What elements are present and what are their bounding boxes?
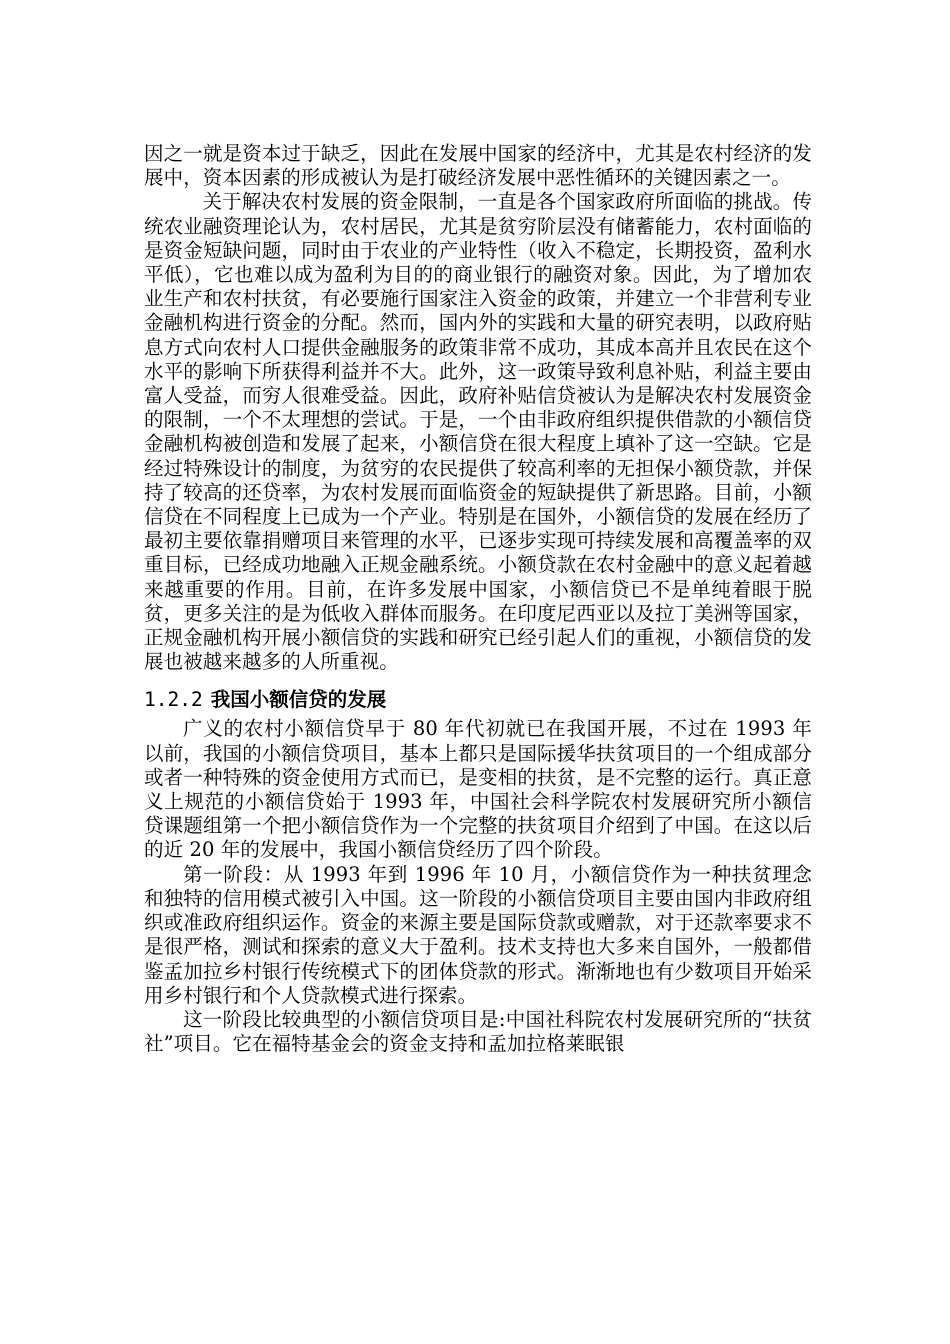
section-number: 1.2.2	[144, 688, 203, 712]
section-heading	[144, 688, 812, 712]
section-title: 我国小额信贷的发展	[210, 688, 387, 712]
paragraph-continuation: 因之一就是资本过于缺乏，因此在发展中国家的经济中，尤其是农村经济的发展中，资本因素的形成被认为是打破经济发展中恶性循环的关键因素之一。	[144, 142, 812, 190]
paragraph-first-stage: 第一阶段：从 1993 年到 1996 年 10 月，小额信贷作为一种扶贫理念和独特的信用模式被引入中国。这一阶段的小额信贷项目主要由国内非政府组织或准政府组织运作。资金的来源主要是国际贷款或赠款，对于还款率要求不是很严格，测试和探索的意义大于盈利。技术支持也大多来自国外，一般都借鉴孟加拉乡村银行传统模式下的团体贷款的形式。渐渐地也有少数项目开始采用乡村银行和个人贷款模式进行探索。	[144, 862, 812, 1007]
document-page	[144, 142, 812, 1056]
paragraph-rural-funding: 关于解决农村发展的资金限制，一直是各个国家政府所面临的挑战。传统农业融资理论认为，农村居民，尤其是贫穷阶层没有储蓄能力，农村面临的是资金短缺问题，同时由于农业的产业特性（收入不稳定，长期投资，盈利水平低），它也难以成为盈利为目的的商业银行的融资对象。因此，为了增加农业生产和农村扶贫，有必要施行国家注入资金的政策，并建立一个非营利专业金融机构进行资金的分配。然而，国内外的实践和大量的研究表明，以政府贴息方式向农村人口提供金融服务的政策非常不成功，其成本高并且农民在这个水平的影响下所获得利益并不大。此外，这一政策导致利息补贴，利益主要由富人受益，而穷人很难受益。因此，政府补贴信贷被认为是解决农村发展资金的限制，一个不太理想的尝试。于是，一个由非政府组织提供借款的小额信贷金融机构被创造和发展了起来，小额信贷在很大程度上填补了这一空缺。它是经过特殊设计的制度，为贫穷的农民提供了较高利率的无担保小额贷款，并保持了较高的还贷率，为农村发展而面临资金的短缺提供了新思路。目前，小额信贷在不同程度上已成为一个产业。特别是在国外，小额信贷的发展在经历了最初主要依靠捐赠项目来管理的水平，已逐步实现可持续发展和高覆盖率的双重目标，已经成功地融入正规金融系统。小额贷款在农村金融中的意义起着越来越重要的作用。目前，在许多发展中国家，小额信贷已不是单纯着眼于脱贫，更多关注的是为低收入群体而服务。在印度尼西亚以及拉丁美洲等国家，正规金融机构开展小额信贷的实践和研究已经引起人们的重视，小额信贷的发展也被越来越多的人所重视。	[144, 190, 812, 674]
paragraph-typical-project: 这一阶段比较典型的小额信贷项目是:中国社科院农村发展研究所的“扶贫社”项目。它在福特基金会的资金支持和孟加拉格莱眠银	[144, 1007, 812, 1056]
paragraph-history: 广义的农村小额信贷早于 80 年代初就已在我国开展，不过在 1993 年以前，我国的小额信贷项目，基本上都只是国际援华扶贫项目的一个组成部分或者一种特殊的资金使用方式而已，是变相的扶贫，是不完整的运行。真正意义上规范的小额信贷始于 1993 年，中国社会科学院农村发展研究所小额信贷课题组第一个把小额信贷作为一个完整的扶贫项目介绍到了中国。在这以后的近 20 年的发展中，我国小额信贷经历了四个阶段。	[144, 717, 812, 862]
